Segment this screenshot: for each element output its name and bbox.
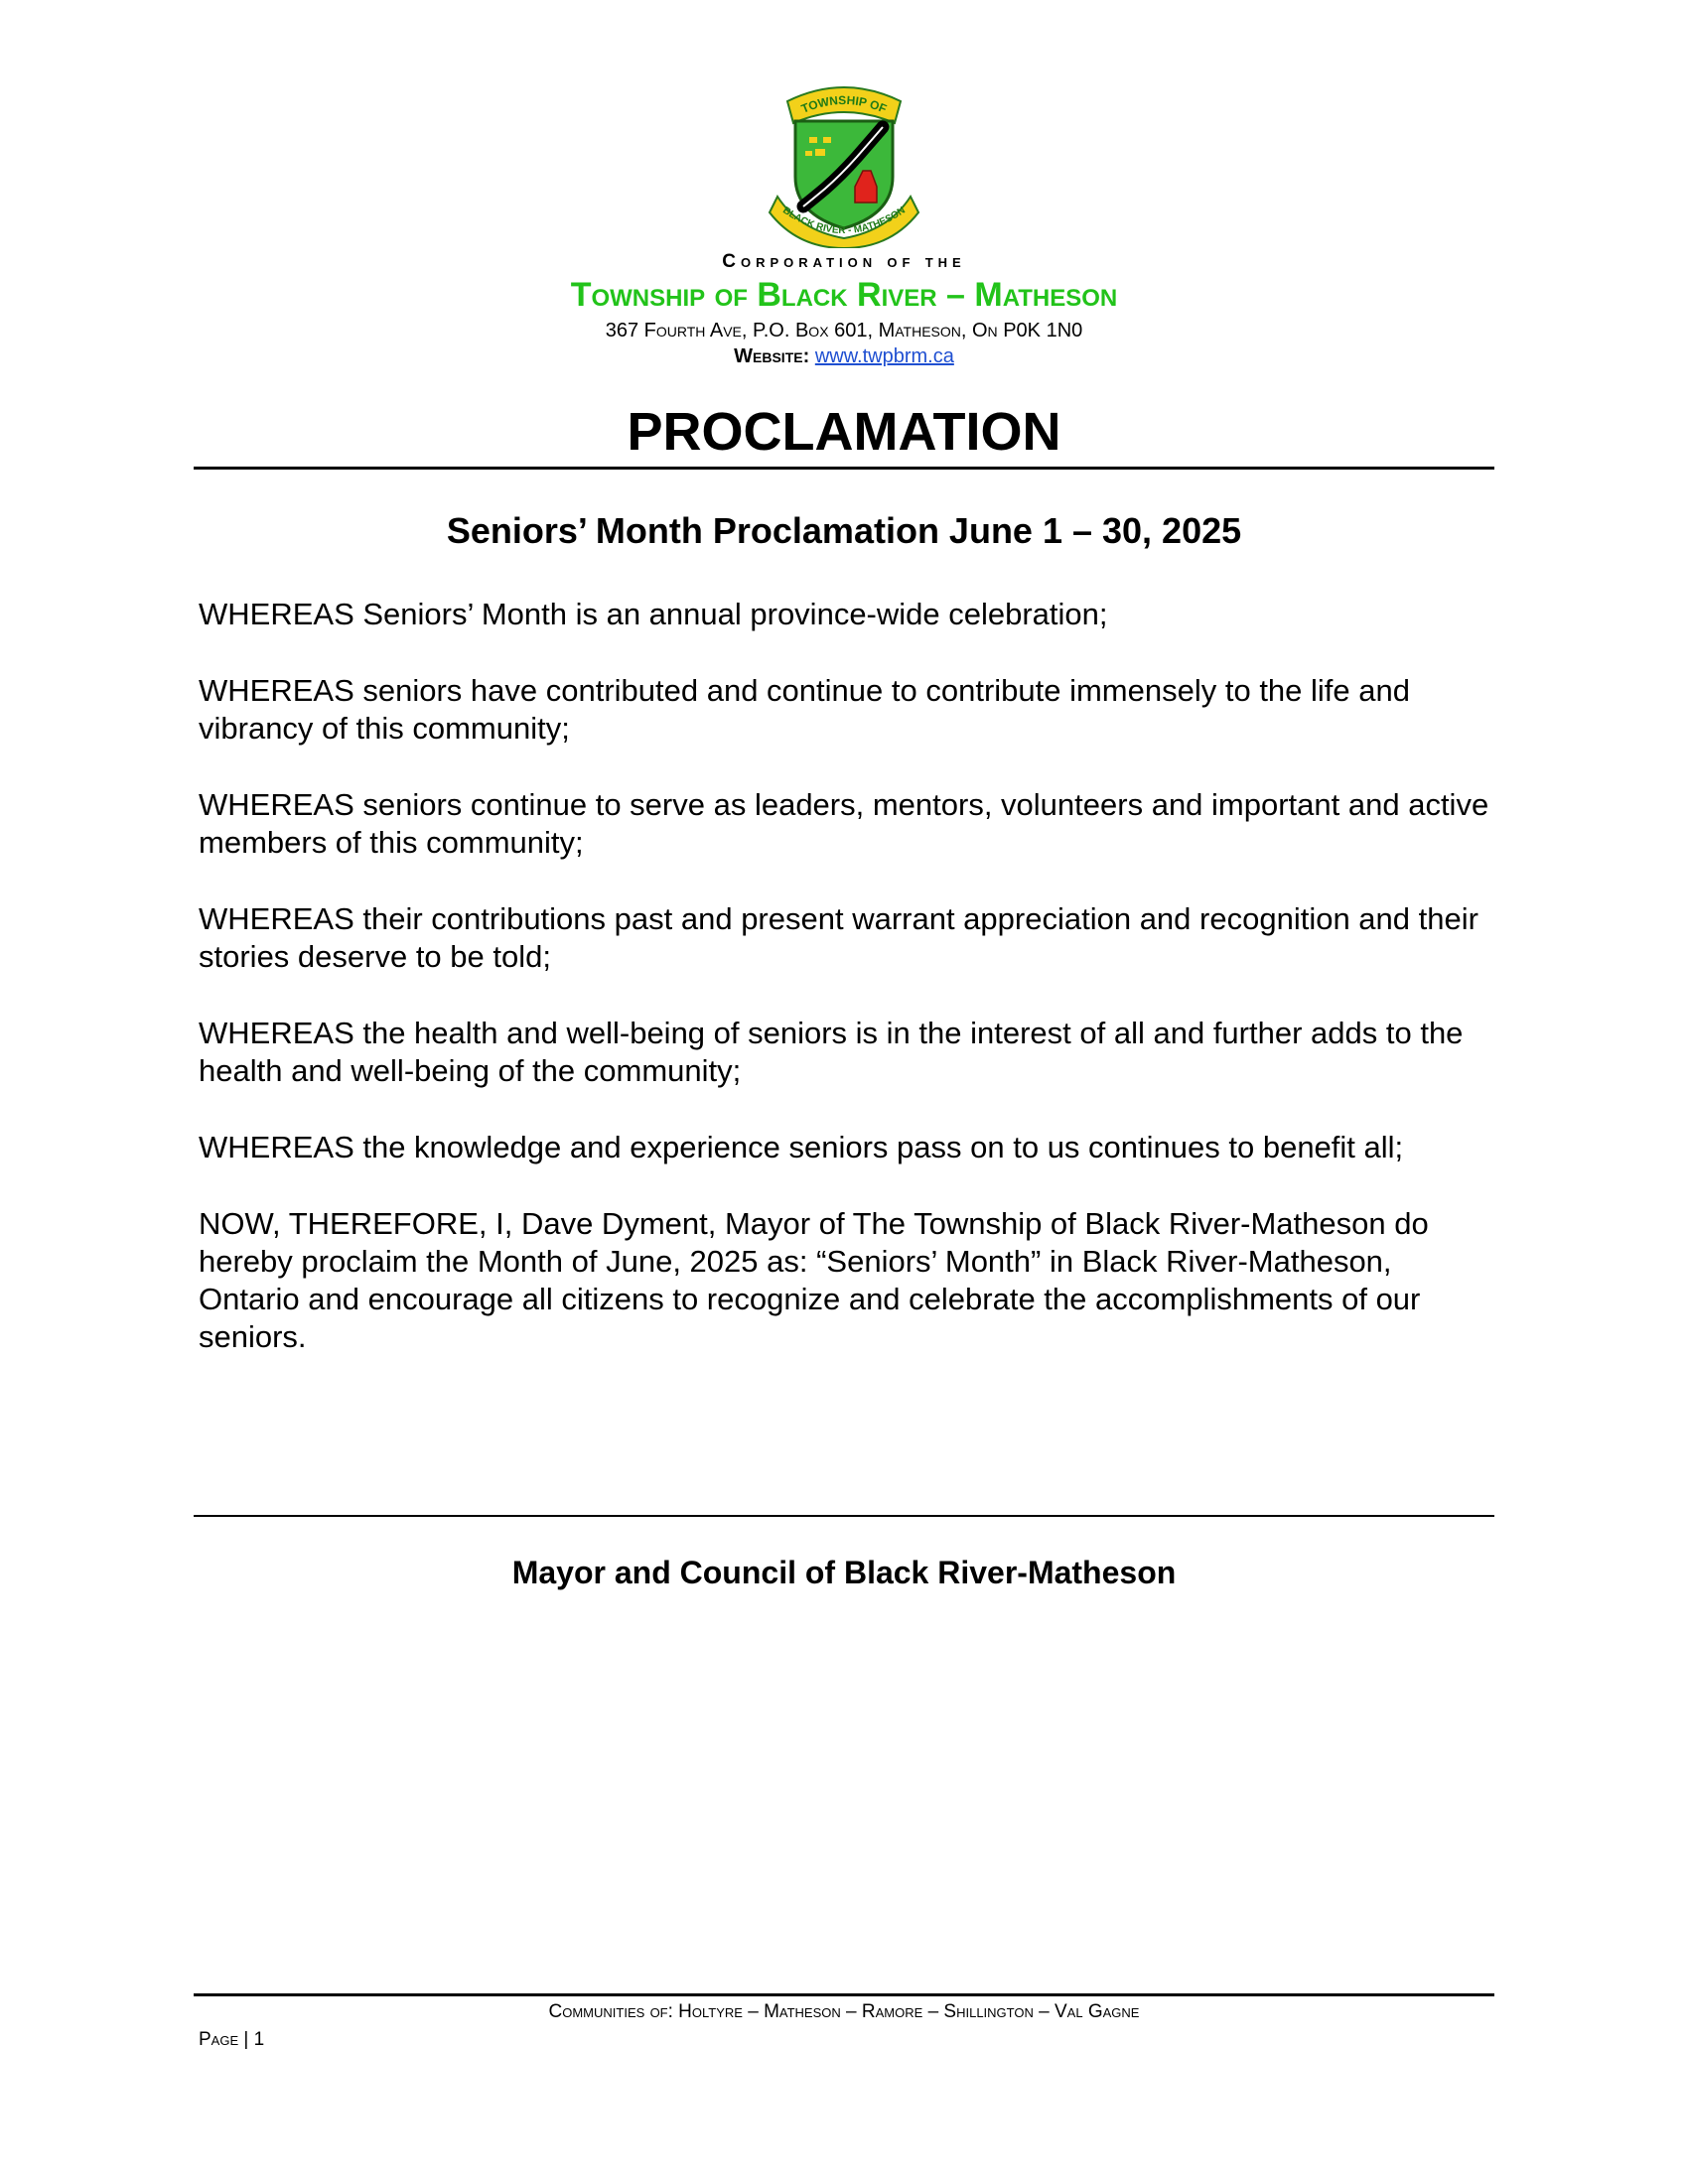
mailing-address: 367 Fourth Ave, P.O. Box 601, Matheson, On P0K 1N0	[605, 320, 1083, 341]
proclamation-body	[199, 596, 1489, 1395]
crest-ribbon-bottom-text: BLACK RIVER - MATHESON	[780, 205, 908, 237]
page-number: Page | 1	[199, 2029, 265, 2050]
whereas-paragraph-2: WHEREAS seniors have contributed and continue to contribute immensely to the life and vibrancy of this community;	[199, 673, 1410, 746]
township-name: Township of Black River – Matheson	[570, 276, 1118, 314]
website-line	[0, 345, 1688, 368]
website-link[interactable]: www.twpbrm.ca	[814, 345, 954, 367]
corporation-heading: Corporation of the	[722, 251, 966, 272]
township-crest-logo	[760, 79, 928, 248]
communities-footer: Communities of: Holtyre – Matheson – Ramore – Shillington – Val Gagne	[548, 2001, 1140, 2022]
title-divider	[194, 467, 1494, 470]
whereas-paragraph-1: WHEREAS Seniors’ Month is an annual province-wide celebration;	[199, 597, 1108, 631]
proclamation-subtitle: Seniors’ Month Proclamation June 1 – 30, 2025	[446, 510, 1242, 551]
website-label: Website:	[734, 345, 810, 367]
signature-caption: Mayor and Council of Black River-Matheson	[511, 1555, 1177, 1590]
whereas-paragraph-6: WHEREAS the knowledge and experience seniors pass on to us continues to benefit all;	[199, 1130, 1404, 1164]
footer-divider	[194, 1993, 1494, 1996]
page-title: PROCLAMATION	[627, 402, 1061, 462]
whereas-paragraph-5: WHEREAS the health and well-being of seniors is in the interest of all and further adds to the health and well-being of the community;	[199, 1016, 1464, 1088]
whereas-paragraph-3: WHEREAS seniors continue to serve as leaders, mentors, volunteers and important and active members of this community;	[199, 787, 1489, 860]
signature-line	[194, 1515, 1494, 1517]
crest-ribbon-top-text: TOWNSHIP OF	[798, 92, 889, 116]
therefore-paragraph: NOW, THEREFORE, I, Dave Dyment, Mayor of The Township of Black River-Matheson do hereby proclaim the Month of June, 2025 as: “Seniors’ Month” in Black River-Matheson, Ontario and encourage all citizens to recognize and celebrate the accomplishments of our seniors.	[199, 1206, 1429, 1354]
whereas-paragraph-4: WHEREAS their contributions past and present warrant appreciation and recognition and their stories deserve to be told;	[199, 901, 1478, 974]
